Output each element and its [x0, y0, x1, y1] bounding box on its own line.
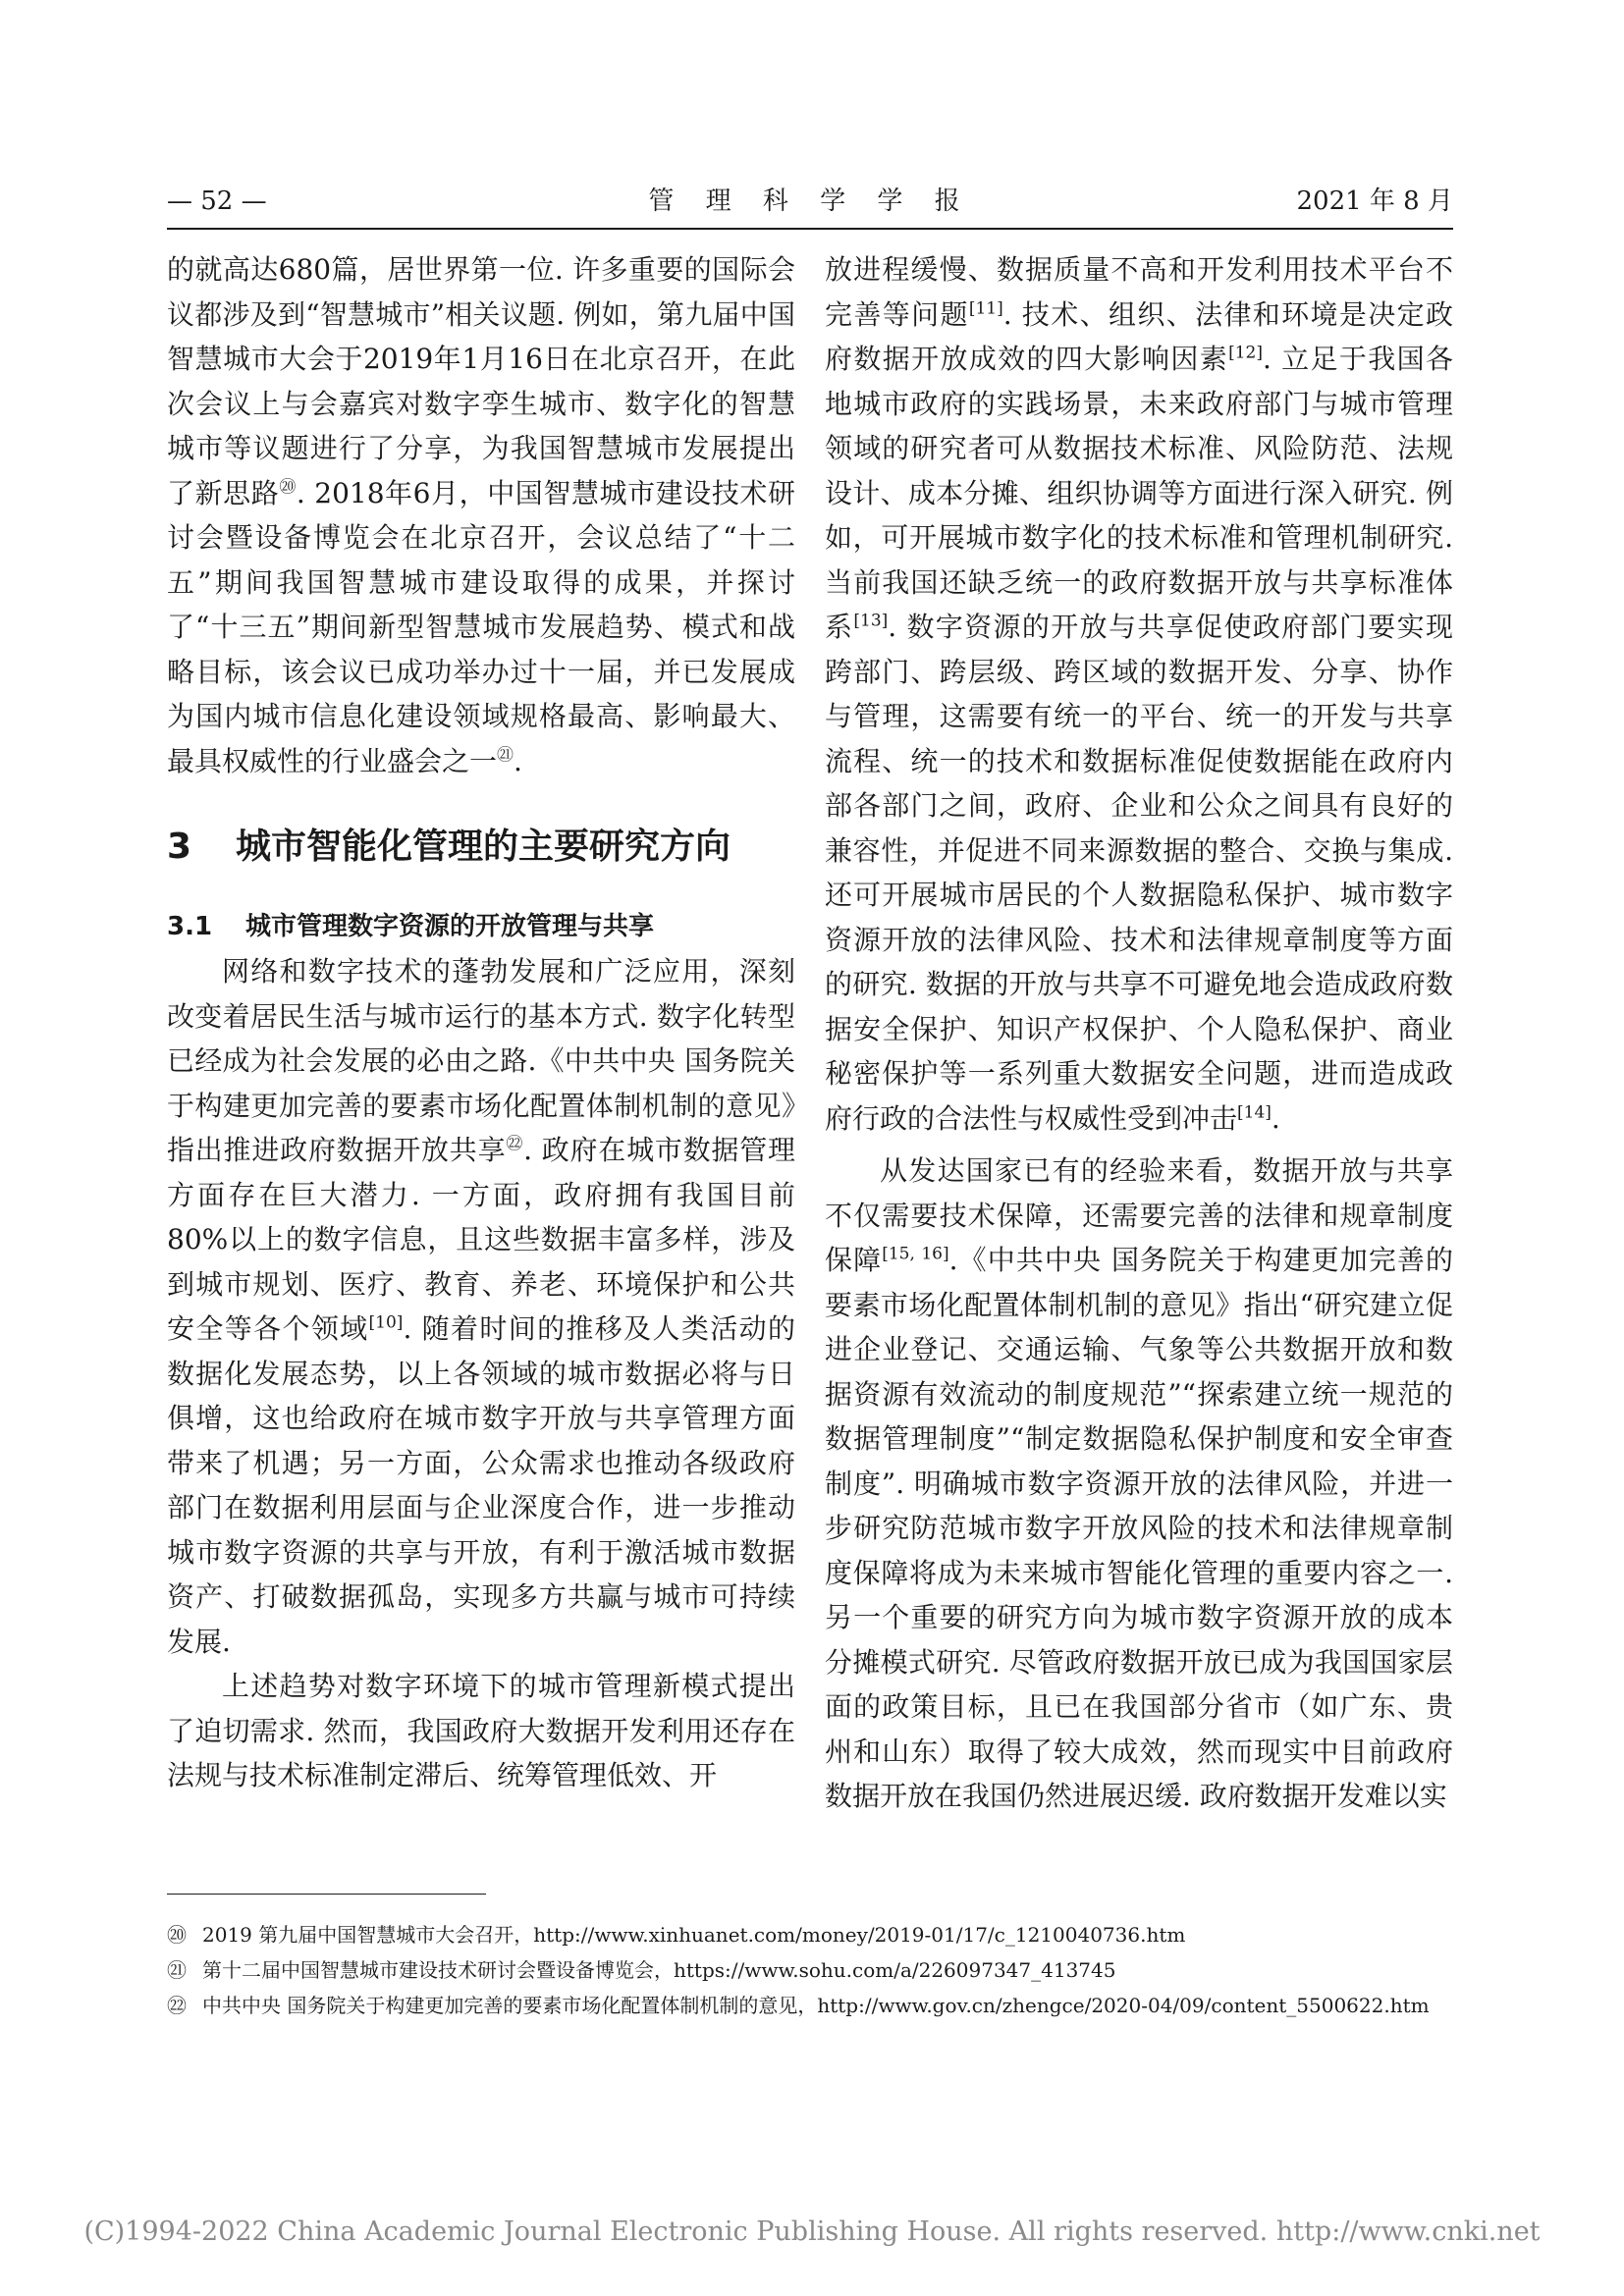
text: . 政府在城市数据管理方面存在巨大潜力. 一方面，政府拥有我国目前80%以上的数字信息，且这些数据丰富多样，涉及到城市规划、医疗、教育、养老、环境保护和公共安全等各个领域	[167, 1134, 795, 1345]
citation[interactable]: [11]	[968, 298, 1003, 319]
subsection-number: 3.1	[167, 912, 213, 941]
citation[interactable]: [14]	[1237, 1102, 1272, 1123]
paragraph	[825, 247, 1453, 1141]
right-column	[825, 247, 1453, 1819]
copyright-watermark: (C)1994-2022 China Academic Journal Electronic Publishing House. All rights reserved. http://www.cnki.net	[83, 2216, 1541, 2247]
footnote-mark[interactable]: ㉒	[506, 1134, 524, 1154]
footnote	[167, 1955, 1453, 1985]
text: 的就高达680篇，居世界第一位. 许多重要的国际会议都涉及到“智慧城市”相关议题. 例如，第九届中国智慧城市大会于2019年1月16日在北京召开，在此次会议上与会嘉宾对数字孪生城市、数字化的智慧城市等议题进行了分享，为我国智慧城市发展提出了新思路	[167, 253, 795, 509]
section-title: 城市智能化管理的主要研究方向	[236, 827, 731, 867]
text: . 立足于我国各地城市政府的实践场景，未来政府部门与城市管理领域的研究者可从数据技术标准、风险防范、法规设计、成本分摊、组织协调等方面进行深入研究. 例如，可开展城市数字化的技术标准和管理机制研究. 当前我国还缺乏统一的政府数据开放与共享标准体系	[825, 343, 1453, 643]
page-number: — 52 —	[167, 187, 267, 216]
running-header	[167, 177, 1453, 226]
footnote-text[interactable]: 第十二届中国智慧城市建设技术研讨会暨设备博览会，https://www.sohu.com/a/226097347_413745	[202, 1958, 1116, 1982]
footnote-text[interactable]: 中共中央 国务院关于构建更加完善的要素市场化配置体制机制的意见，http://www.gov.cn/zhengce/2020-04/09/content_5500622.htm	[202, 1994, 1430, 2017]
text: 上述趋势对数字环境下的城市管理新模式提出了迫切需求. 然而，我国政府大数据开发利用还存在法规与技术标准制定滞后、统筹管理低效、开	[167, 1670, 795, 1791]
footnote-mark[interactable]: ㉑	[497, 745, 514, 766]
footnote-number: ㉑	[167, 1958, 187, 1982]
section-heading	[167, 823, 795, 872]
text: . 2018年6月，中国智慧城市建设技术研讨会暨设备博览会在北京召开，会议总结了“十二五”期间我国智慧城市建设取得的成果，并探讨了“十三五”期间新型智慧城市发展趋势、模式和战略目标，该会议已成功举办过十一届，并已发展成为国内城市信息化建设领域规格最高、影响最大、最具权威性的行业盛会之一	[167, 476, 795, 777]
footnote-rule	[167, 1894, 486, 1895]
text: 从发达国家已有的经验来看，数据开放与共享不仅需要技术保障，还需要完善的法律和规章制度保障	[825, 1154, 1453, 1276]
citation[interactable]: [12]	[1228, 343, 1263, 363]
citation[interactable]: [10]	[368, 1312, 404, 1333]
footnote-number: ㉒	[167, 1994, 187, 2017]
paragraph	[167, 949, 795, 1664]
paragraph	[825, 1148, 1453, 1819]
text: 网络和数字技术的蓬勃发展和广泛应用，深刻改变着居民生活与城市运行的基本方式. 数字化转型已经成为社会发展的必由之路.《中共中央 国务院关于构建更加完善的要素市场化配置体制机制的意见》指出推进政府数据开放共享	[167, 955, 795, 1166]
footnotes	[167, 1920, 1453, 2026]
subsection-heading	[167, 905, 795, 949]
footnote-mark[interactable]: ⑳	[279, 477, 297, 498]
text: . 技术、组织、法律和环境是决定政府数据开放成效的四大影响因素	[825, 297, 1453, 375]
citation[interactable]: [15, 16]	[882, 1244, 949, 1264]
text: . 随着时间的推移及人类活动的数据化发展态势，以上各领域的城市数据必将与日俱增，这也给政府在城市数字开放与共享管理方面带来了机遇；另一方面，公众需求也推动各级政府部门在数据利用层面与企业深度合作，进一步推动城市数字资源的共享与开放，有利于激活城市数据资产、打破数据孤岛，实现多方共赢与城市可持续发展.	[167, 1312, 795, 1658]
text: .	[1271, 1101, 1280, 1135]
footnote-number: ⑳	[167, 1923, 187, 1947]
footnote-text[interactable]: 2019 第九届中国智慧城市大会召开，http://www.xinhuanet.com/money/2019-01/17/c_1210040736.htm	[202, 1923, 1186, 1947]
text: 放进程缓慢、数据质量不高和开发利用技术平台不完善等问题	[825, 253, 1453, 331]
footnote	[167, 1920, 1453, 1949]
paragraph	[167, 247, 795, 783]
text: .	[514, 744, 522, 777]
header-rule	[167, 228, 1453, 230]
left-column	[167, 247, 795, 1798]
section-number: 3	[167, 827, 192, 867]
text: . 数字资源的开放与共享促使政府部门要实现跨部门、跨层级、跨区域的数据开发、分享、协作与管理，这需要有统一的平台、统一的开发与共享流程、统一的技术和数据标准促使数据能在政府内部各部门之间，政府、企业和公众之间具有良好的兼容性，并促进不同来源数据的整合、交换与集成. 还可开展城市居民的个人数据隐私保护、城市数字资源开放的法律风险、技术和法律规章制度等方面的研究. 数据的开放与共享不可避免地会造成政府数据安全保护、知识产权保护、个人隐私保护、商业秘密保护等一系列重大数据安全问题，进而造成政府行政的合法性与权威性受到冲击	[825, 611, 1453, 1135]
journal-name: 管 理 科 学 学 报	[648, 187, 972, 216]
paragraph	[167, 1664, 795, 1798]
footnote	[167, 1991, 1453, 2020]
subsection-title: 城市管理数字资源的开放管理与共享	[245, 912, 655, 941]
issue-date: 2021 年 8 月	[1296, 187, 1453, 216]
text: .《中共中央 国务院关于构建更加完善的要素市场化配置体制机制的意见》指出“研究建立促进企业登记、交通运输、气象等公共数据开放和数据资源有效流动的制度规范”“探索建立统一规范的数据管理制度”“制定数据隐私保护制度和安全审查制度”. 明确城市数字资源开放的法律风险，并进一步研究防范城市数字开放风险的技术和法律规章制度保障将成为未来城市智能化管理的重要内容之一. 另一个重要的研究方向为城市数字资源开放的成本分摊模式研究. 尽管政府数据开放已成为我国国家层面的政策目标，且已在我国部分省市（如广东、贵州和山东）取得了较大成效，然而现实中目前政府数据开放在我国仍然进展迟缓. 政府数据开发难以实	[825, 1244, 1453, 1812]
citation[interactable]: [13]	[853, 611, 889, 631]
